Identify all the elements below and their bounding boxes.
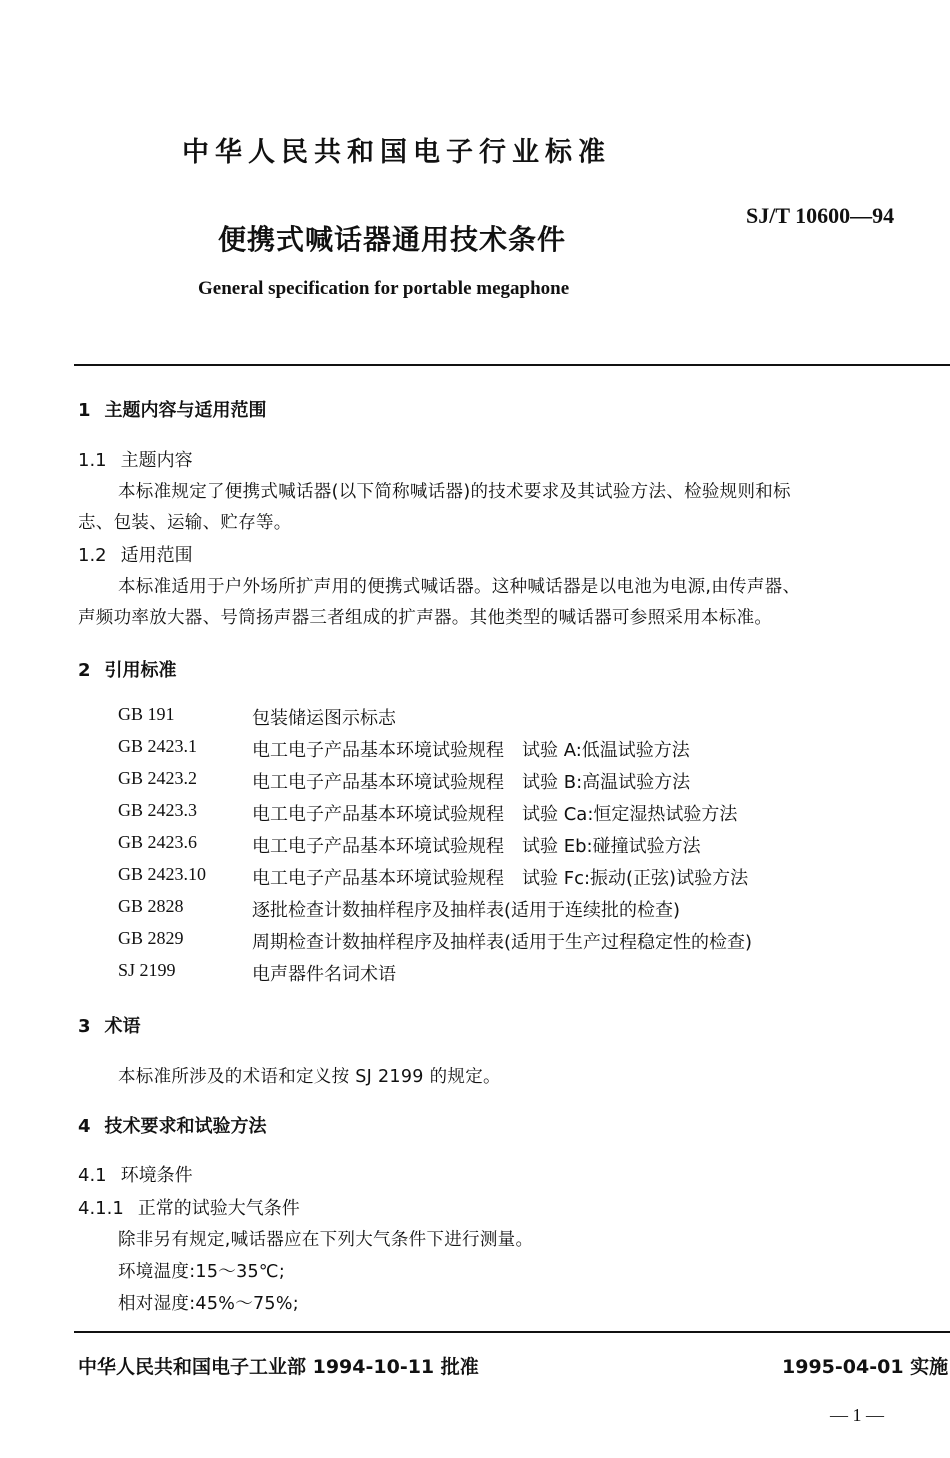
section-1-1-heading <box>78 446 193 472</box>
section-4-1-1-heading <box>78 1194 300 1220</box>
section-title: 正常的试验大气条件 <box>137 1198 300 1219</box>
reference-code: GB 191 <box>118 704 175 724</box>
reference-title: 电声器件名词术语 <box>252 964 396 985</box>
section-title: 技术要求和试验方法 <box>104 1116 267 1137</box>
section-number: 4.1.1 <box>78 1198 124 1219</box>
header-divider <box>74 364 950 366</box>
footer-divider <box>74 1331 950 1333</box>
section-number: 2 <box>78 660 91 681</box>
approval-statement: 中华人民共和国电子工业部 1994-10-11 批准 <box>78 1356 479 1378</box>
standard-code: SJ/T 10600—94 <box>746 203 895 228</box>
section-4-1-heading <box>78 1161 193 1187</box>
paragraph-line: 相对湿度:45%～75%; <box>118 1294 299 1314</box>
reference-code: SJ 2199 <box>118 960 176 980</box>
paragraph-line: 声频功率放大器、号筒扬声器三者组成的扩声器。其他类型的喊话器可参照采用本标准。 <box>78 608 773 628</box>
section-1-2-heading <box>78 541 193 567</box>
section-title: 引用标准 <box>104 660 177 681</box>
reference-title: 周期检查计数抽样程序及抽样表(适用于生产过程稳定性的检查) <box>252 932 753 953</box>
paragraph-line: 环境温度:15～35℃; <box>118 1262 286 1282</box>
reference-title: 电工电子产品基本环境试验规程 试验 Fc:振动(正弦)试验方法 <box>252 868 749 889</box>
section-number: 1.2 <box>78 545 107 566</box>
section-number: 1.1 <box>78 450 107 471</box>
section-2-heading <box>78 656 177 682</box>
section-title: 环境条件 <box>120 1165 193 1186</box>
effective-date: 1995-04-01 实施 <box>782 1356 949 1378</box>
paragraph-line: 除非另有规定,喊话器应在下列大气条件下进行测量。 <box>118 1230 534 1250</box>
section-number: 1 <box>78 400 91 421</box>
reference-code: GB 2828 <box>118 896 184 916</box>
section-number: 3 <box>78 1016 91 1037</box>
section-number: 4.1 <box>78 1165 107 1186</box>
reference-title: 电工电子产品基本环境试验规程 试验 B:高温试验方法 <box>252 772 691 793</box>
paragraph-line: 本标准规定了便携式喊话器(以下简称喊话器)的技术要求及其试验方法、检验规则和标 <box>118 482 791 502</box>
paragraph-line: 本标准适用于户外场所扩声用的便携式喊话器。这种喊话器是以电池为电源,由传声器、 <box>118 577 801 597</box>
document-title: 便携式喊话器通用技术条件 <box>218 223 567 256</box>
section-1-heading <box>78 396 267 422</box>
section-3-heading <box>78 1012 141 1038</box>
document-title-english: General specification for portable megaphone <box>198 278 570 299</box>
reference-code: GB 2423.3 <box>118 800 198 820</box>
page-number: — 1 — <box>830 1405 884 1425</box>
paragraph-line: 志、包装、运输、贮存等。 <box>78 513 292 533</box>
paragraph-line: 本标准所涉及的术语和定义按 SJ 2199 的规定。 <box>118 1067 501 1087</box>
section-title: 适用范围 <box>120 545 193 566</box>
section-4-heading <box>78 1112 267 1138</box>
reference-title: 电工电子产品基本环境试验规程 试验 A:低温试验方法 <box>252 740 690 761</box>
reference-title: 包装储运图示标志 <box>252 708 396 729</box>
reference-code: GB 2423.10 <box>118 864 207 884</box>
section-title: 主题内容与适用范围 <box>104 400 267 421</box>
reference-code: GB 2423.2 <box>118 768 198 788</box>
reference-title: 电工电子产品基本环境试验规程 试验 Ca:恒定湿热试验方法 <box>252 804 738 825</box>
section-number: 4 <box>78 1116 91 1137</box>
reference-code: GB 2423.6 <box>118 832 198 852</box>
reference-title: 逐批检查计数抽样程序及抽样表(适用于连续批的检查) <box>252 900 681 921</box>
organization-header: 中华人民共和国电子行业标准 <box>182 137 611 168</box>
reference-title: 电工电子产品基本环境试验规程 试验 Eb:碰撞试验方法 <box>252 836 701 857</box>
reference-code: GB 2829 <box>118 928 184 948</box>
section-title: 主题内容 <box>120 450 193 471</box>
section-title: 术语 <box>104 1016 141 1037</box>
reference-code: GB 2423.1 <box>118 736 198 756</box>
